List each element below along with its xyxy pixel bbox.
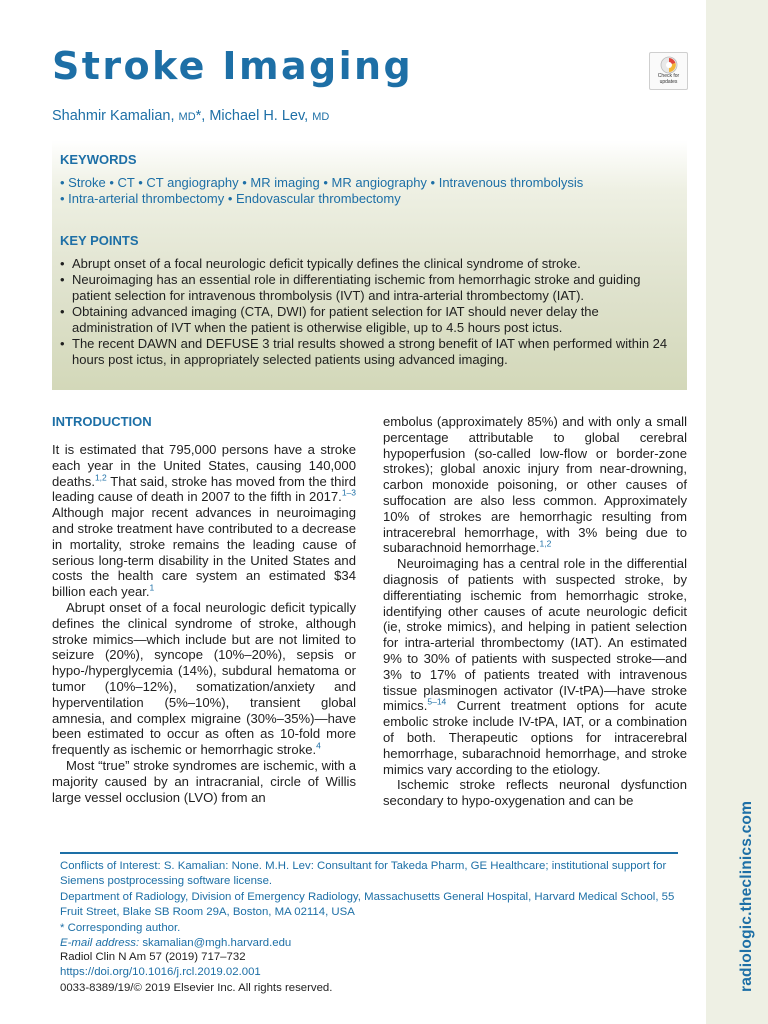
body-text: That said, stroke has moved from the third leading cause of death in 2007 to the fifth in 2017. xyxy=(52,473,356,505)
body-paragraph xyxy=(52,442,356,600)
key-point-item: • Neuroimaging has an essential role in differentiating ischemic from hemorrhagic stroke and guiding patient selection for intravenous thrombolysis (IVT) and intra-arterial thrombectomy (IAT). xyxy=(60,272,678,304)
check-for-updates-badge[interactable] xyxy=(649,52,688,90)
key-point-item: • Obtaining advanced imaging (CTA, DWI) for patient selection for IAT should never delay the administration of IVT when the patient is otherwise eligible, up to 4.5 hours post ictus. xyxy=(60,304,678,336)
doi-link[interactable]: https://doi.org/10.1016/j.rcl.2019.02.001 xyxy=(60,966,261,979)
key-point-item: • The recent DAWN and DEFUSE 3 trial results showed a strong benefit of IAT when performed within 24 hours post ictus, in appropriately selected patients using advanced imaging. xyxy=(60,336,678,368)
key-points-list xyxy=(60,256,678,368)
author-degree: MD xyxy=(178,111,196,123)
author-line xyxy=(52,108,329,124)
reference-link[interactable]: 1–3 xyxy=(341,488,356,499)
keywords-line: • Intra-arterial thrombectomy • Endovascular thrombectomy xyxy=(60,191,401,206)
journal-citation: Radiol Clin N Am 57 (2019) 717–732 xyxy=(60,951,246,963)
email-link[interactable]: skamalian@mgh.harvard.edu xyxy=(142,937,292,950)
right-column xyxy=(383,414,687,809)
author-name: Shahmir Kamalian, xyxy=(52,108,175,124)
reference-link[interactable]: 5–14 xyxy=(427,696,447,707)
body-text: Abrupt onset of a focal neurologic deficit typically defines the clinical syndrome of stroke, although stroke mimics—which include but are not limited to seizure (20%), syncope (10%–20%), sepsis or hypo-/hyperglycemia (14%), subdural hematoma or tumor (10%–12%), somatization/anxiety and hyperventilation (5%–10%), transient global amnesia, and complex migraine (30%–35%)—have been estimated to occur as often as 10-fold more frequently as ischemic or hemorrhagic stroke. xyxy=(52,599,356,758)
keywords-line: • Stroke • CT • CT angiography • MR imaging • MR angiography • Intravenous thrombolysis xyxy=(60,175,584,190)
body-paragraph xyxy=(383,556,687,777)
body-paragraph: Ischemic stroke reflects neuronal dysfunction secondary to hypo-oxygenation and can be xyxy=(383,777,687,809)
badge-label: Check for updates xyxy=(657,73,680,85)
author-degree: MD xyxy=(312,111,330,123)
body-paragraph xyxy=(52,600,356,758)
reference-link[interactable]: 1,2 xyxy=(539,539,552,550)
footnote-divider xyxy=(60,852,678,854)
key-points-heading: KEY POINTS xyxy=(60,233,139,248)
body-text: Neuroimaging has a central role in the differential diagnosis of patients with suspected stroke, by differentiating ischemic from hemorrhagic stroke, identifying other causes of acute neurologic deficit (ie, stroke mimics), and helping in patient selection for intra-arterial thrombectomy (IAT). An estimated 9% to 30% of patients with suspected stroke—and 3% to 17% of patients treated with intravenous tissue plasminogen activator (IV-tPA)—have stroke mimics. xyxy=(383,556,687,714)
introduction-heading: INTRODUCTION xyxy=(52,414,152,429)
author-name: Michael H. Lev, xyxy=(209,108,309,124)
journal-website-label[interactable]: radiologic.theclinics.com xyxy=(738,800,755,992)
copyright-line: 0033-8389/19/© 2019 Elsevier Inc. All rights reserved. xyxy=(60,981,333,994)
reference-link[interactable]: 4 xyxy=(316,740,321,751)
body-text: Although major recent advances in neuroimaging and stroke treatment have contributed to a decrease in mortality, stroke remains the leading cause of serious long-term disability in the United States and costs the health care system an estimated $34 billion each year. xyxy=(52,505,356,600)
email-label: E-mail address: xyxy=(60,937,140,950)
key-point-item: • Abrupt onset of a focal neurologic deficit typically defines the clinical syndrome of stroke. xyxy=(60,256,678,272)
body-paragraph xyxy=(383,414,687,556)
keywords-heading: KEYWORDS xyxy=(60,152,137,167)
citation-block xyxy=(60,950,332,996)
reference-link[interactable]: 1,2 xyxy=(94,472,107,483)
body-text: embolus (approximately 85%) and with only a small percentage attributable to global cerebral hypoperfusion (so-called low-flow or border-zone strokes); global anoxic injury from near-drowning, carbon monoxide poisoning, or other causes of suffocation are also less common. Approximately 10% of strokes are hemorrhagic resulting from intracerebral hemorrhage, with 3% being due to subarachnoid hemorrhage. xyxy=(383,414,687,556)
side-strip xyxy=(706,0,768,1024)
footnotes xyxy=(60,859,690,951)
left-column xyxy=(52,414,356,805)
conflicts-note: Conflicts of Interest: S. Kamalian: None. M.H. Lev: Consultant for Takeda Pharm, GE Healthcare; institutional support for Siemens postprocessing software license. xyxy=(60,860,667,888)
body-text: It is estimated that 795,000 persons have a stroke each year in the United States, causing 140,000 deaths. xyxy=(52,442,356,489)
check-for-updates-icon xyxy=(660,56,678,74)
article-title: Stroke Imaging xyxy=(52,44,414,88)
affiliation-note: Department of Radiology, Division of Emergency Radiology, Massachusetts General Hospital, Harvard Medical School, 55 Fruit Street, Blake SB Room 29A, Boston, MA 02114, USA xyxy=(60,890,675,919)
corresponding-note: * Corresponding author. xyxy=(60,921,181,934)
corresponding-mark: *, xyxy=(195,108,210,124)
reference-link[interactable]: 1 xyxy=(149,582,155,593)
body-paragraph: Most “true” stroke syndromes are ischemic, with a majority caused by an intracranial, circle of Willis large vessel occlusion (LVO) from an xyxy=(52,757,356,805)
body-text: Current treatment options for acute embolic stroke include IV-tPA, IAT, or a combination of both. Therapeutic options for intracerebral hemorrhage, subarachnoid hemorrhage, and stroke mimics vary according to the etiology. xyxy=(383,698,687,777)
